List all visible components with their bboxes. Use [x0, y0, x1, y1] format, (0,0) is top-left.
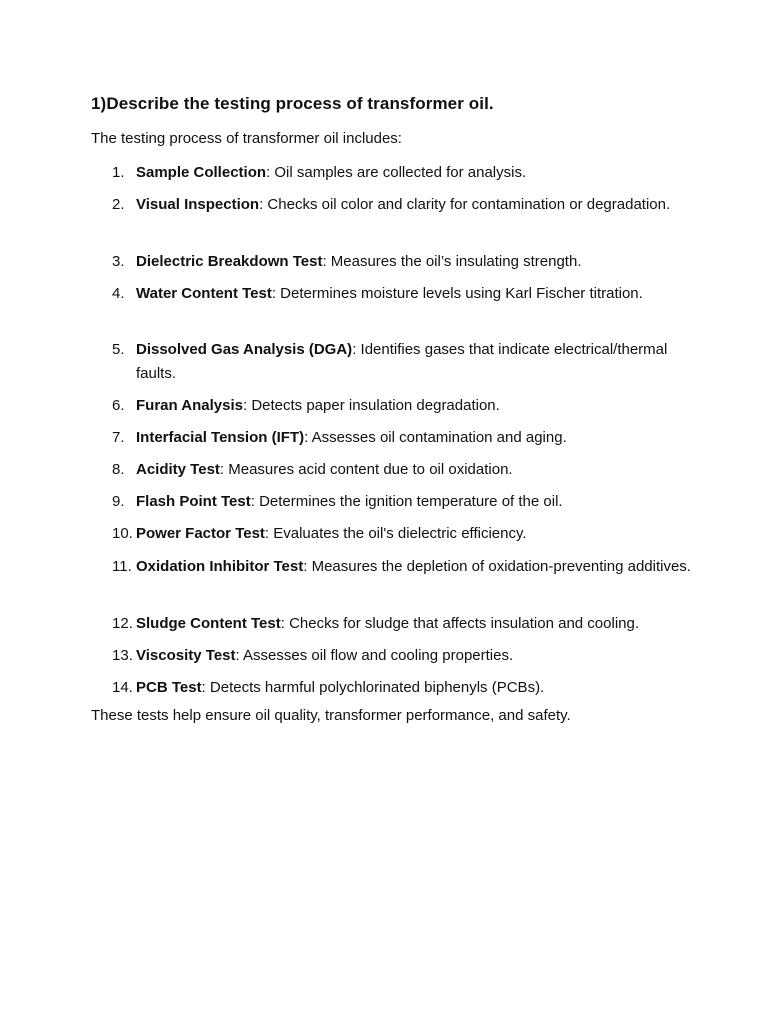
- item-description: : Measures acid content due to oil oxidation.: [219, 461, 513, 478]
- item-number: 14.: [112, 679, 133, 696]
- item-number: 13.: [112, 647, 133, 664]
- item-number: 8.: [112, 461, 125, 478]
- item-number: 2.: [112, 196, 125, 213]
- item-text: [136, 458, 696, 482]
- item-text: [136, 644, 696, 668]
- item-term: Oxidation Inhibitor Test: [136, 558, 304, 575]
- item-term: Sample Collection: [136, 164, 267, 181]
- item-text: [136, 394, 696, 418]
- closing-paragraph: These tests help ensure oil quality, transformer performance, and safety.: [91, 707, 571, 724]
- item-description: : Assesses oil flow and cooling properties.: [235, 647, 514, 664]
- item-term: Dissolved Gas Analysis (DGA): [136, 341, 353, 358]
- item-term: Dielectric Breakdown Test: [136, 253, 323, 270]
- item-description: : Determines the ignition temperature of the oil.: [250, 493, 563, 510]
- item-text: [136, 490, 696, 514]
- item-description: : Detects paper insulation degradation.: [242, 397, 500, 414]
- item-text: [136, 676, 696, 700]
- item-text: [136, 193, 696, 217]
- item-description: : Assesses oil contamination and aging.: [304, 429, 567, 446]
- item-term: Acidity Test: [136, 461, 220, 478]
- item-term: Flash Point Test: [136, 493, 251, 510]
- item-description: : Detects harmful polychlorinated biphenyls (PCBs).: [201, 679, 545, 696]
- item-number: 6.: [112, 397, 125, 414]
- item-number: 12.: [112, 615, 133, 632]
- item-description: : Oil samples are collected for analysis.: [266, 164, 527, 181]
- item-description: : Determines moisture levels using Karl Fischer titration.: [271, 285, 643, 302]
- item-term: Water Content Test: [136, 285, 272, 302]
- item-number: 11.: [112, 558, 132, 575]
- item-number: 3.: [112, 253, 125, 270]
- item-term: PCB Test: [136, 679, 202, 696]
- item-term: Furan Analysis: [136, 397, 243, 414]
- item-term: Sludge Content Test: [136, 615, 281, 632]
- item-description: : Checks oil color and clarity for contamination or degradation.: [259, 196, 671, 213]
- item-description: : Evaluates the oil's dielectric efficiency.: [264, 525, 527, 542]
- item-number: 9.: [112, 493, 125, 510]
- question-heading: 1)Describe the testing process of transformer oil.: [91, 94, 494, 113]
- item-description: : Measures the oil’s insulating strength.: [322, 253, 582, 270]
- item-number: 5.: [112, 341, 125, 358]
- item-text: [136, 282, 696, 306]
- item-description: : Measures the depletion of oxidation-preventing additives.: [303, 558, 691, 575]
- item-term: Interfacial Tension (IFT): [136, 429, 305, 446]
- item-text: [136, 161, 696, 185]
- item-term: Viscosity Test: [136, 647, 236, 664]
- item-description: : Checks for sludge that affects insulation and cooling.: [280, 615, 640, 632]
- item-text: [136, 612, 696, 636]
- item-text: [136, 338, 696, 386]
- item-text: [136, 250, 696, 274]
- item-number: 4.: [112, 285, 125, 302]
- item-term: Power Factor Test: [136, 525, 265, 542]
- item-text: [136, 555, 696, 579]
- item-number: 10.: [112, 525, 133, 542]
- item-text: [136, 426, 696, 450]
- item-term: Visual Inspection: [136, 196, 260, 213]
- item-text: [136, 522, 696, 546]
- intro-paragraph: The testing process of transformer oil includes:: [91, 130, 402, 147]
- item-description: : Identifies gases that indicate electrical/thermal faults.: [136, 341, 668, 382]
- item-number: 7.: [112, 429, 125, 446]
- item-number: 1.: [112, 164, 125, 181]
